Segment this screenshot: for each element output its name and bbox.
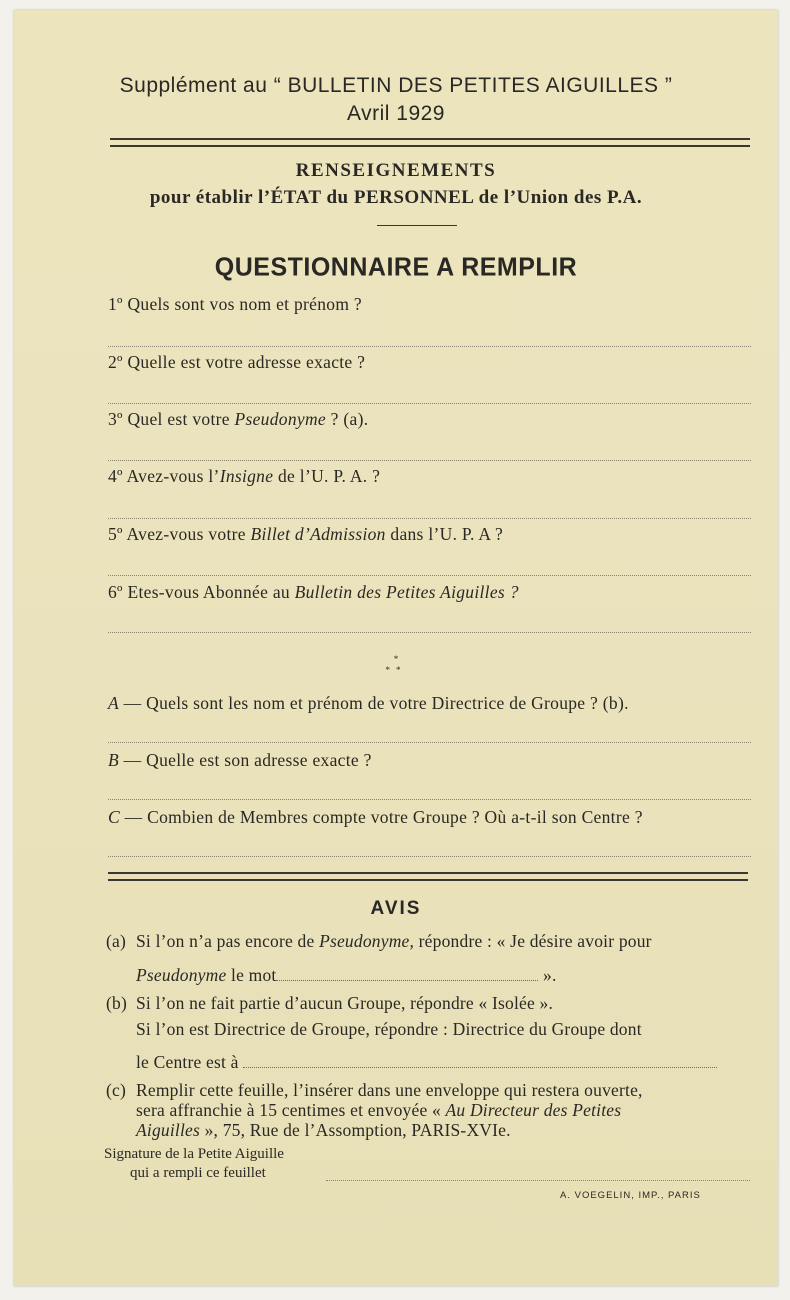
signature-label-1: Signature de la Petite Aiguille bbox=[104, 1146, 284, 1162]
group-letter: C bbox=[108, 807, 120, 827]
group-question-c: C — Combien de Membres compte votre Groupe ? Où a-t-il son Centre ? bbox=[108, 807, 643, 827]
question-5 bbox=[108, 524, 503, 545]
avis-c-line3: Aiguilles », 75, Rue de l’Assomption, PARIS-XVIe. bbox=[136, 1120, 511, 1140]
asterism-top: * bbox=[393, 654, 399, 664]
question-text: Etes-vous Abonnée au bbox=[127, 582, 295, 602]
question-4 bbox=[108, 466, 380, 487]
question-text: Avez-vous l’ bbox=[126, 466, 220, 486]
question-2 bbox=[108, 352, 365, 373]
signature-label-2: qui a rempli ce feuillet bbox=[130, 1165, 266, 1181]
question-1 bbox=[108, 294, 362, 315]
answer-line-3[interactable] bbox=[108, 460, 751, 461]
avis-c-line1: Remplir cette feuille, l’insérer dans une enveloppe qui restera ouverte, bbox=[136, 1080, 643, 1100]
question-text: Quels sont vos nom et prénom ? bbox=[127, 294, 362, 314]
questionnaire-sheet bbox=[14, 10, 778, 1286]
question-italic: Bulletin des Petites Aiguilles ? bbox=[294, 582, 519, 602]
answer-line-2[interactable] bbox=[108, 403, 751, 404]
group-question-text: Quels sont les nom et prénom de votre Directrice de Groupe ? (b). bbox=[146, 693, 629, 713]
question-text: Quel est votre bbox=[127, 409, 235, 429]
question-number: 6º bbox=[108, 582, 123, 602]
question-text: Quelle est votre adresse exacte ? bbox=[127, 352, 366, 372]
question-text-end: ? (a). bbox=[325, 409, 369, 429]
avis-divider bbox=[108, 872, 748, 881]
avis-b-label: (b) bbox=[106, 993, 128, 1013]
renseignements-title: RENSEIGNEMENTS bbox=[295, 160, 497, 181]
group-letter: B bbox=[108, 750, 119, 770]
avis-c-label: (c) bbox=[106, 1080, 127, 1100]
supplement-heading: Supplément au “ BULLETIN DES PETITES AIGUILLES ” bbox=[119, 74, 673, 97]
answer-line-4[interactable] bbox=[108, 518, 751, 519]
group-question-b: B — Quelle est son adresse exacte ? bbox=[108, 750, 372, 770]
question-6 bbox=[108, 582, 519, 603]
question-number: 1º bbox=[108, 294, 123, 314]
avis-b-line1: Si l’on ne fait partie d’aucun Groupe, répondre « Isolée ». bbox=[136, 993, 554, 1013]
question-3 bbox=[108, 409, 368, 430]
short-divider bbox=[377, 225, 457, 226]
group-question-a: A — Quels sont les nom et prénom de votre Directrice de Groupe ? (b). bbox=[108, 693, 629, 713]
avis-b-line2: Si l’on est Directrice de Groupe, répondre : Directrice du Groupe dont bbox=[136, 1019, 642, 1039]
avis-a-line1: Si l’on n’a pas encore de Pseudonyme, répondre : « Je désire avoir pour bbox=[136, 931, 652, 951]
group-question-text: Combien de Membres compte votre Groupe ? Où a-t-il son Centre ? bbox=[147, 807, 643, 827]
centre-fill-line[interactable] bbox=[243, 1053, 717, 1068]
avis-a-line2: Pseudonyme le mot ». bbox=[136, 965, 557, 985]
signature-line[interactable] bbox=[326, 1180, 750, 1181]
avis-b-line3: le Centre est à bbox=[136, 1052, 717, 1073]
questionnaire-title: QUESTIONNAIRE A REMPLIR bbox=[214, 252, 578, 282]
header-divider bbox=[110, 138, 750, 147]
avis-a-label: (a) bbox=[106, 931, 127, 951]
question-italic: Pseudonyme bbox=[234, 409, 326, 429]
answer-line-1[interactable] bbox=[108, 346, 751, 347]
avis-title: AVIS bbox=[370, 898, 422, 919]
issue-date: Avril 1929 bbox=[346, 102, 445, 125]
question-number: 4º bbox=[108, 466, 123, 486]
answer-line-b[interactable] bbox=[108, 799, 751, 800]
question-text-end: dans l’U. P. A ? bbox=[385, 524, 504, 544]
renseignements-subtitle: pour établir l’ÉTAT du PERSONNEL de l’Union des P.A. bbox=[149, 187, 643, 208]
avis-c-line2: sera affranchie à 15 centimes et envoyée « Au Directeur des Petites bbox=[136, 1100, 622, 1120]
group-question-text: Quelle est son adresse exacte ? bbox=[146, 750, 372, 770]
question-number: 5º bbox=[108, 524, 123, 544]
asterism-bottom: ** bbox=[385, 665, 407, 675]
answer-line-6[interactable] bbox=[108, 632, 751, 633]
answer-line-5[interactable] bbox=[108, 575, 751, 576]
answer-line-c[interactable] bbox=[108, 856, 751, 857]
question-number: 2º bbox=[108, 352, 123, 372]
group-letter: A bbox=[108, 693, 119, 713]
question-number: 3º bbox=[108, 409, 123, 429]
answer-line-a[interactable] bbox=[108, 742, 751, 743]
printer-mark: A. VOEGELIN, IMP., PARIS bbox=[560, 1190, 701, 1201]
question-text-end: de l’U. P. A. ? bbox=[273, 466, 381, 486]
pseudonyme-fill-line[interactable] bbox=[276, 966, 538, 981]
question-text: Avez-vous votre bbox=[126, 524, 251, 544]
question-italic: Insigne bbox=[219, 466, 274, 486]
question-italic: Billet d’Admission bbox=[250, 524, 386, 544]
